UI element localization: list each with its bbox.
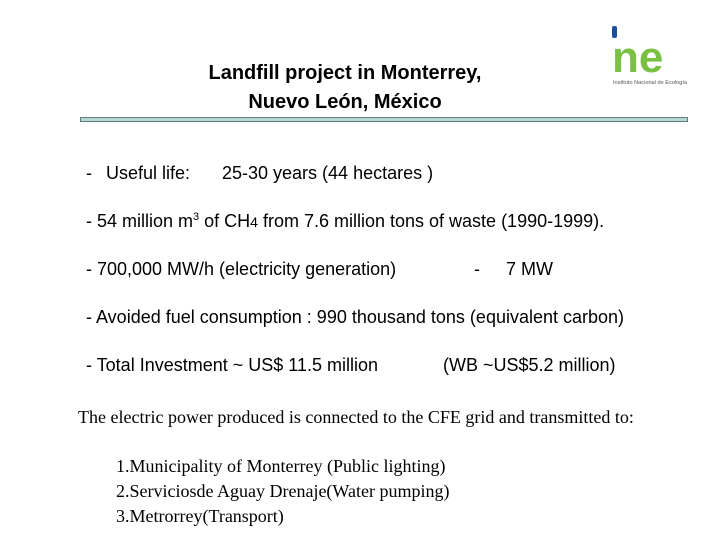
methane-sup: 3 <box>193 211 200 223</box>
investment-wb <box>443 355 616 376</box>
avoided-fuel-line: - Avoided fuel consumption : 990 thousand tons (equivalent carbon) <box>86 307 625 327</box>
power-dash: - <box>474 259 480 279</box>
power-value: 7 MW <box>506 259 553 279</box>
grid-connection-text: The electric power produced is connected to the CFE grid and transmitted to: <box>78 407 634 427</box>
useful-life-value: 25-30 years (44 hectares ) <box>222 163 434 183</box>
investment-wb-text: (WB ~US$5.2 million) <box>443 355 616 375</box>
methane-line <box>86 211 604 232</box>
page-title-line-2: Nuevo León, México <box>248 91 442 113</box>
destination-item-3: 3.Metrorrey(Transport) <box>116 506 284 526</box>
useful-life-dash: - <box>86 163 92 183</box>
methane-suffix: from 7.6 million tons of waste (1990-1999). <box>257 211 605 231</box>
logo-caption: Instituto Nacional de Ecología <box>613 80 688 86</box>
methane-prefix: - 54 million m <box>86 211 194 231</box>
destination-item-1: 1.Municipality of Monterrey (Public lighting) <box>116 456 446 476</box>
page-title-line-1: Landfill project in Monterrey, <box>208 62 482 84</box>
methane-sub: 4 <box>250 214 258 230</box>
title-divider <box>80 117 688 122</box>
logo-mark: ne <box>612 33 664 82</box>
useful-life-label: Useful life: <box>106 163 191 183</box>
power-text: - 700,000 MW/h (electricity generation) <box>86 259 397 279</box>
methane-mid: of CH <box>199 211 251 231</box>
investment-text: - Total Investment ~ US$ 11.5 million <box>86 355 378 375</box>
destination-item-2: 2.Serviciosde Aguay Drenaje(Water pumping) <box>116 481 450 501</box>
